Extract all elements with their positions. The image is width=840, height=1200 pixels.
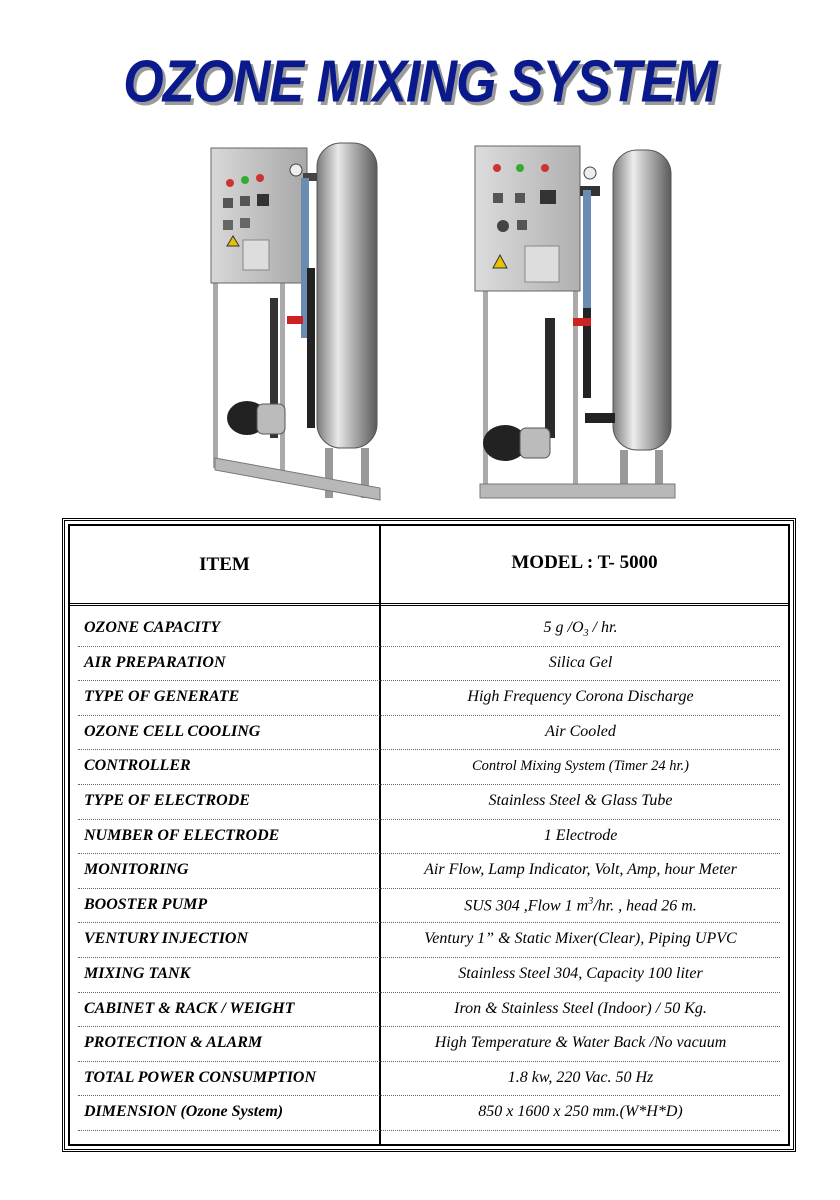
table-row (78, 1096, 780, 1131)
table-row (78, 958, 780, 993)
table-row (78, 923, 780, 958)
table-header (70, 526, 788, 606)
spec-value: Stainless Steel 304, Capacity 100 liter (458, 964, 703, 982)
spec-label: NUMBER OF ELECTRODE (84, 826, 280, 844)
spec-value: Air Cooled (545, 722, 616, 740)
spec-rows (70, 612, 788, 1131)
spec-value: Stainless Steel & Glass Tube (488, 791, 673, 809)
product-photo-left (195, 128, 395, 513)
page-title: OZONE MIXING SYSTEM (123, 48, 717, 116)
spec-label: DIMENSION (Ozone System) (84, 1103, 284, 1121)
spec-label: MIXING TANK (84, 964, 191, 982)
spec-label: OZONE CELL COOLING (84, 722, 261, 740)
spec-label: OZONE CAPACITY (84, 619, 221, 636)
spec-table (62, 518, 796, 1152)
spec-table-inner (68, 524, 790, 1146)
header-item: ITEM (199, 554, 250, 575)
mixing-tank (613, 150, 671, 450)
table-row (78, 750, 780, 785)
spec-value: 5 g $/O_3$ / hr. (543, 619, 618, 640)
spec-value: 1.8 kw, 220 Vac. 50 Hz (507, 1068, 654, 1086)
spec-label: TOTAL POWER CONSUMPTION (84, 1068, 317, 1086)
spec-value: High Temperature & Water Back /No vacuum (434, 1034, 727, 1052)
mixing-tank (317, 143, 377, 448)
spec-label: PROTECTION & ALARM (84, 1034, 263, 1052)
header-model: MODEL : T- 5000 (511, 552, 658, 573)
spec-value: Silica Gel (548, 653, 613, 671)
spec-label: AIR PREPARATION (84, 653, 226, 671)
spec-value: Control Mixing System (Timer 24 hr.) (472, 758, 689, 775)
spec-label: CABINET & RACK / WEIGHT (84, 999, 295, 1017)
spec-label: CONTROLLER (84, 757, 191, 775)
table-row (78, 716, 780, 751)
table-row (78, 820, 780, 855)
spec-value: SUS 304 ,Flow 1 $m^3/hr$. , head 26 m. (464, 895, 697, 915)
spec-label: TYPE OF ELECTRODE (84, 791, 250, 809)
table-row (78, 1062, 780, 1097)
spec-value: High Frequency Corona Discharge (467, 688, 694, 706)
spec-value: 850 x 1600 x 250 mm.(W*H*D) (478, 1103, 683, 1121)
spec-value: Iron & Stainless Steel (Indoor) / 50 Kg. (454, 999, 707, 1017)
table-row (78, 993, 780, 1028)
spec-value: Ventury 1” & Static Mixer(Clear), Piping UPVC (424, 930, 737, 948)
spec-value: Air Flow, Lamp Indicator, Volt, Amp, hour Meter (424, 861, 737, 879)
table-row (78, 854, 780, 889)
table-row (78, 1027, 780, 1062)
table-row (78, 681, 780, 716)
spec-label: TYPE OF GENERATE (84, 688, 240, 706)
table-row (78, 889, 780, 924)
spec-label: BOOSTER PUMP (84, 895, 208, 913)
spec-label: VENTURY INJECTION (84, 930, 249, 948)
product-photo-right (465, 128, 685, 513)
table-row (78, 785, 780, 820)
spec-value: 1 Electrode (543, 826, 618, 844)
spec-label: MONITORING (84, 861, 189, 879)
table-row (78, 647, 780, 682)
table-row (78, 612, 780, 647)
